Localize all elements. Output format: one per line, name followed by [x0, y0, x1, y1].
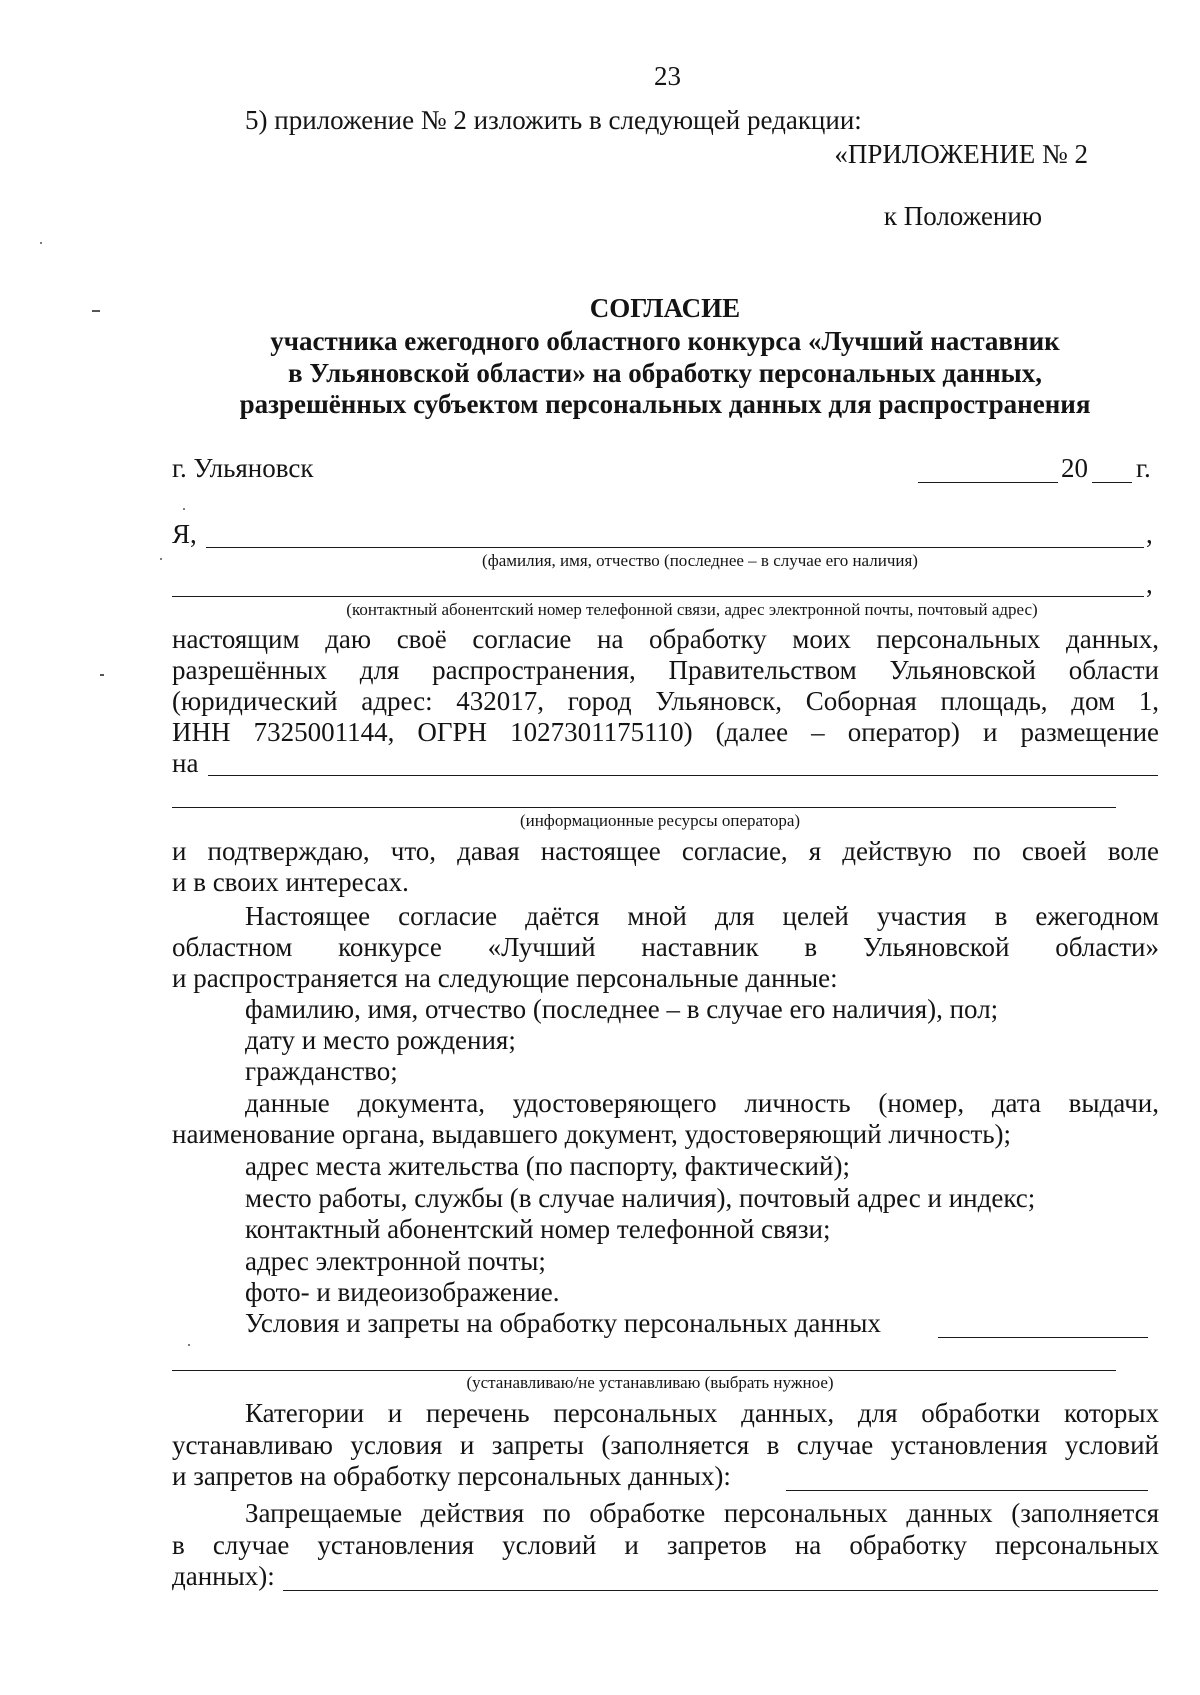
data-item-id-doc-cont: наименование органа, выдавшего документ, удостоверяющий личность); — [172, 1119, 1012, 1149]
contact-field[interactable] — [172, 596, 1144, 597]
year-prefix: 20 — [1061, 453, 1088, 483]
city: г. Ульяновск — [172, 453, 314, 483]
categories-line-1: Категории и перечень персональных данных, для обработки которых — [245, 1398, 1159, 1428]
scan-speck — [183, 508, 185, 510]
year-field[interactable] — [1092, 482, 1132, 483]
purpose-line-3: и распространяется на следующие персональные данные: — [172, 963, 838, 993]
data-item-id-doc: данные документа, удостоверяющего личность (номер, дата выдачи, — [245, 1088, 1159, 1118]
amendment-intro: 5) приложение № 2 изложить в следующей редакции: — [245, 105, 862, 135]
conditions-label: Условия и запреты на обработку персональных данных — [245, 1308, 881, 1338]
i-label: Я, — [172, 519, 197, 549]
scan-speck — [100, 674, 104, 676]
prohibited-line-2: в случае установления условий и запретов на обработку персональных — [172, 1530, 1159, 1560]
full-name-field[interactable] — [206, 547, 1144, 548]
data-item-email: адрес электронной почты; — [245, 1246, 546, 1276]
consent-line-4: ИНН 7325001144, ОГРН 1027301175110) (далее – оператор) и размещение — [172, 717, 1159, 747]
appendix-reference: к Положению — [883, 201, 1042, 231]
scan-speck — [188, 1344, 190, 1346]
conditions-field[interactable] — [938, 1337, 1148, 1338]
confirm-line-2: и в своих интересах. — [172, 867, 409, 897]
title-line-2: в Ульяновской области» на обработку персональных данных, — [288, 358, 1042, 388]
prohibited-field[interactable] — [283, 1590, 1158, 1591]
prohibited-line-1: Запрещаемые действия по обработке персональных данных (заполняется — [245, 1498, 1159, 1528]
data-item-citizenship: гражданство; — [245, 1056, 398, 1086]
data-item-birth: дату и место рождения; — [245, 1025, 516, 1055]
scan-speck — [40, 242, 42, 244]
resources-field-2[interactable] — [172, 807, 1116, 808]
comma: , — [1146, 569, 1153, 599]
resources-field-1[interactable] — [208, 775, 1158, 776]
data-item-address: адрес места жительства (по паспорту, фактический); — [245, 1151, 850, 1181]
scan-speck — [160, 558, 162, 560]
date-field[interactable] — [918, 482, 1058, 483]
categories-field[interactable] — [786, 1490, 1148, 1491]
data-item-phone: контактный абонентский номер телефонной связи; — [245, 1214, 831, 1244]
prohibited-line-3: данных): — [172, 1561, 275, 1591]
consent-line-1: настоящим даю своё согласие на обработку моих персональных данных, — [172, 624, 1159, 654]
consent-line-3: (юридический адрес: 432017, город Ульяновск, Соборная площадь, дом 1, — [172, 686, 1159, 716]
categories-line-2: устанавливаю условия и запреты (заполняется в случае установления условий — [172, 1430, 1159, 1460]
year-suffix: г. — [1136, 453, 1151, 483]
categories-line-3: и запретов на обработку персональных данных): — [172, 1461, 731, 1491]
page-number: 23 — [654, 61, 681, 91]
comma: , — [1146, 519, 1153, 549]
purpose-line-2: областном конкурсе «Лучший наставник в Ульяновской области» — [172, 932, 1159, 962]
data-item-fio: фамилию, имя, отчество (последнее – в случае его наличия), пол; — [245, 994, 999, 1024]
appendix-label: «ПРИЛОЖЕНИЕ № 2 — [834, 139, 1088, 169]
conditions-field-2[interactable] — [172, 1370, 1116, 1371]
consent-line-2: разрешённых для распространения, Правительством Ульяновской области — [172, 655, 1159, 685]
data-item-photo: фото- и видеоизображение. — [245, 1277, 560, 1307]
contact-caption: (контактный абонентский номер телефонной связи, адрес электронной почты, почтовый адрес) — [346, 600, 1038, 619]
purpose-line-1: Настоящее согласие даётся мной для целей участия в ежегодном — [245, 901, 1159, 931]
title-line-1: участника ежегодного областного конкурса «Лучший наставник — [270, 326, 1060, 356]
conditions-caption: (устанавливаю/не устанавливаю (выбрать нужное) — [466, 1373, 834, 1392]
title-line-3: разрешённых субъектом персональных данных для распространения — [239, 389, 1091, 419]
full-name-caption: (фамилия, имя, отчество (последнее – в случае его наличия) — [482, 551, 918, 570]
confirm-line-1: и подтверждаю, что, давая настоящее согласие, я действую по своей воле — [172, 836, 1159, 866]
document-title: СОГЛАСИЕ — [589, 293, 741, 323]
data-item-work: место работы, службы (в случае наличия), почтовый адрес и индекс; — [245, 1183, 1036, 1213]
resources-caption: (информационные ресурсы оператора) — [519, 811, 801, 830]
on-label: на — [172, 748, 199, 778]
